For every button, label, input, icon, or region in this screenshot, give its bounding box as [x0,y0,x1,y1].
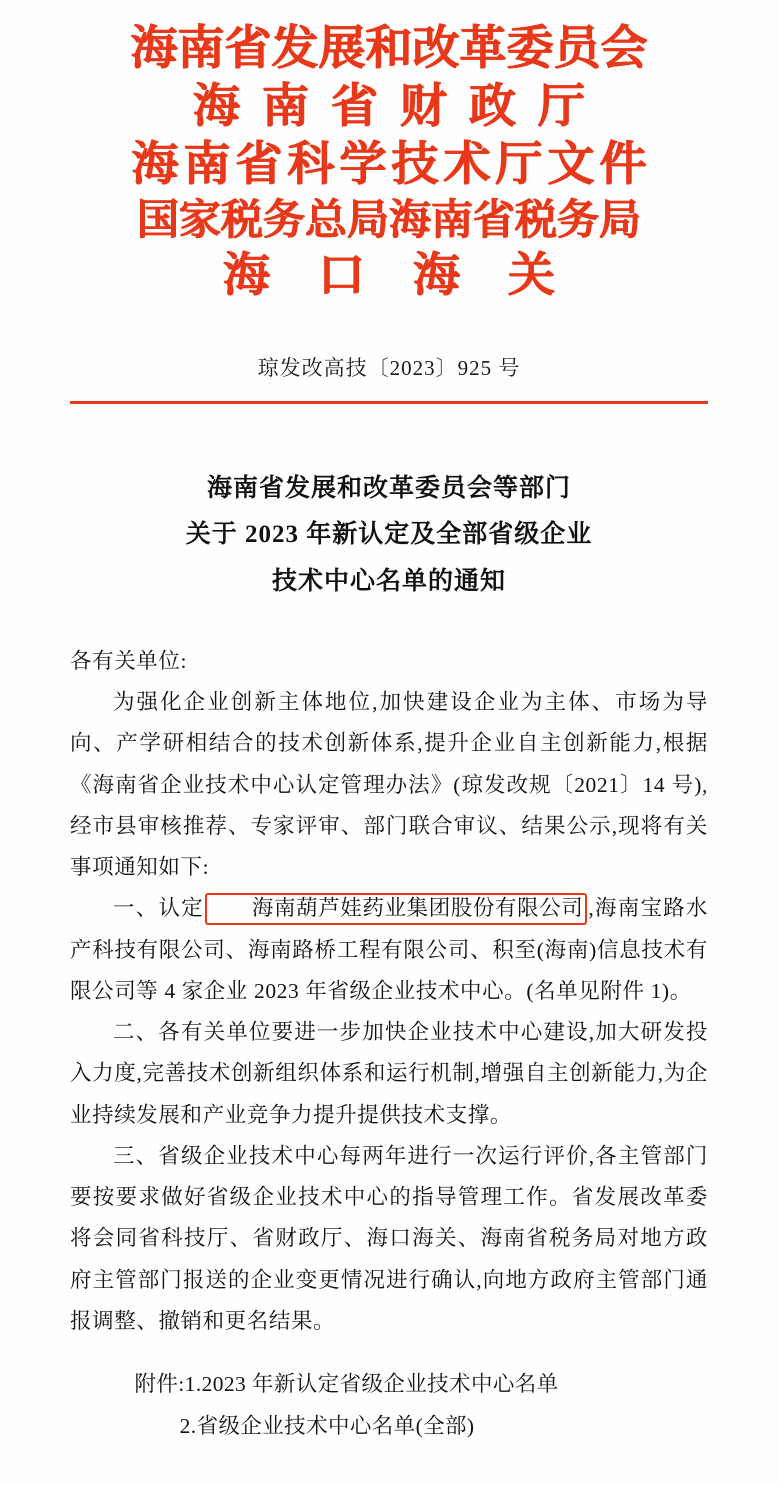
document-body [70,641,708,1343]
paragraph-item-1 [70,888,708,1012]
letterhead-line-3: 海南省科学技术厅文件 [131,139,652,191]
document-title [70,466,708,605]
paragraph-intro: 为强化企业创新主体地位,加快建设企业为主体、市场为导向、产学研相结合的技术创新体系,提升企业自主创新能力,根据《海南省企业技术中心认定管理办法》(琼发改规〔2021〕14 号),经市县审核推荐、专家评审、部门联合审议、结果公示,现将有关事项通知如下: [70,690,708,880]
letterhead-line-2: 海南省财政厅 [193,81,607,133]
letterhead [70,0,708,300]
paragraph-item-3: 三、省级企业技术中心每两年进行一次运行评价,各主管部门要按要求做好省级企业技术中心的指导管理工作。省发展改革委将会同省科技厅、省财政厅、海口海关、海南省税务局对地方政府主管部门报送的企业变更情况进行确认,向地方政府主管部门通报调整、撤销和更名结果。 [70,1143,708,1333]
title-line-2: 关于 2023 年新认定及全部省级企业 [185,521,593,549]
highlighted-company-name: 海南葫芦娃药业集团股份有限公司 [205,893,588,925]
attachment-line-1: 附件:1.2023 年新认定省级企业技术中心名单 [134,1372,559,1397]
document-number: 琼发改高技〔2023〕925 号 [257,356,521,380]
paragraph-item-2: 二、各有关单位要进一步加快企业技术中心建设,加大研发投入力度,完善技术创新组织体系和运行机制,增强自主创新能力,为企业持续发展和产业竞争力提升提供技术支撑。 [70,1020,708,1127]
title-line-3: 技术中心名单的通知 [271,567,506,595]
paragraph-item-1-prefix: 一、认定 [113,896,204,921]
red-divider-rule [70,401,708,404]
attachment-line-2: 2.省级企业技术中心名单(全部) [179,1414,475,1439]
title-line-1: 海南省发展和改革委员会等部门 [206,475,571,502]
letterhead-line-1: 海南省发展和改革委员会 [130,23,648,75]
letterhead-line-5: 海口海关 [223,250,603,302]
salutation: 各有关单位: [70,648,188,673]
paragraph-item-1-suffix: ,海南宝路水产科技有限公司、海南路桥工程有限公司、积至(海南)信息技术有限公司等 4 家企业 2023 年省级企业技术中心。(名单见附件 1)。 [70,896,708,1003]
attachments-block [70,1364,708,1448]
letterhead-line-4: 国家税务总局海南省税务局 [136,198,641,244]
